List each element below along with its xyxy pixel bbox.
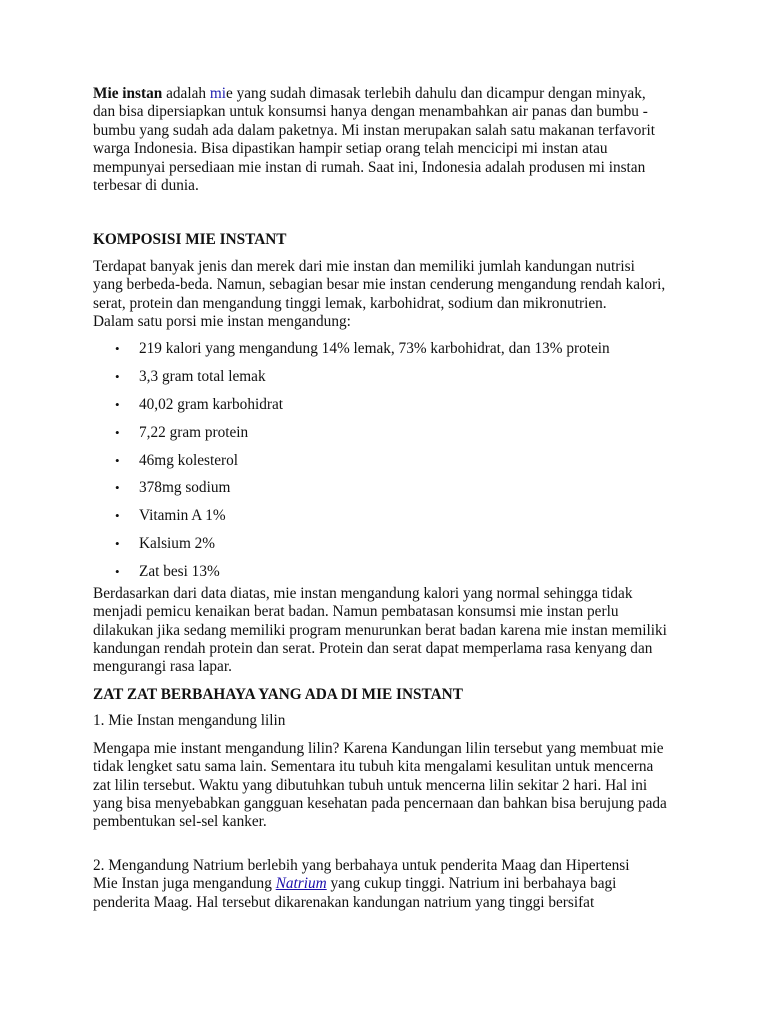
summary-line: mengurangi rasa lapar. (93, 658, 232, 676)
bullet-icon: • (115, 508, 120, 524)
bullet-icon: • (115, 397, 120, 413)
summary-paragraph (93, 585, 693, 677)
point1-title: 1. Mie Instan mengandung lilin (93, 712, 286, 730)
list-item: • 46mg kolesterol (115, 451, 238, 469)
bullet-icon: • (115, 563, 120, 579)
list-item: • 378mg sodium (115, 479, 231, 497)
point1-line: zat lilin tersebut. Waktu yang dibutuhkan tubuh untuk mencerna lilin sekitar 2 hari. Hal ini (93, 776, 648, 794)
natrium-link[interactable]: Natrium (275, 875, 327, 893)
point1-line: Mengapa mie instant mengandung lilin? Karena Kandungan lilin tersebut yang membuat mie (93, 739, 664, 757)
point1-line: tidak lengket satu sama lain. Sementara itu tubuh kita mengalami kesulitan untuk mencerna (93, 758, 654, 776)
nutrition-list (93, 340, 693, 584)
bullet-icon: • (115, 536, 120, 552)
komposisi-line: Dalam satu porsi mie instan mengandung: (93, 313, 351, 331)
list-item: • 3,3 gram total lemak (115, 368, 266, 386)
summary-line: menjadi pemicu kenaikan berat badan. Namun pembatasan konsumsi mie instan perlu (93, 603, 619, 621)
summary-line: Berdasarkan dari data diatas, mie instan mengandung kalori yang normal sehingga tidak (93, 584, 633, 602)
point2-line: penderita Maag. Hal tersebut dikarenakan kandungan natrium yang tinggi bersifat (93, 893, 595, 911)
bullet-icon: • (115, 452, 120, 468)
bullet-icon: • (115, 424, 120, 440)
list-item: • Kalsium 2% (115, 535, 216, 553)
intro-line: dan bisa dipersiapkan untuk konsumsi hanya dengan menambahkan air panas dan bumbu - (93, 103, 648, 121)
intro-mi-highlight: mi (209, 85, 226, 102)
summary-line: kandungan rendah protein dan serat. Protein dan serat dapat memperlama rasa kenyang dan (93, 640, 653, 658)
komposisi-line: Terdapat banyak jenis dan merek dari mie instan dan memiliki jumlah kandungan nutrisi (93, 257, 635, 275)
komposisi-paragraph (93, 258, 693, 332)
point2-title: 2. Mengandung Natrium berlebih yang berbahaya untuk penderita Maag dan Hipertensi (93, 856, 630, 874)
zat-heading: ZAT ZAT BERBAHAYA YANG ADA DI MIE INSTANT (93, 685, 463, 703)
intro-paragraph (93, 85, 693, 195)
intro-term: Mie instan (93, 85, 163, 102)
list-item: • Zat besi 13% (115, 562, 220, 580)
point2-line: Mie Instan juga mengandung Natrium yang cukup tinggi. Natrium ini berbahaya bagi (93, 875, 617, 893)
list-item: • 219 kalori yang mengandung 14% lemak, 73% karbohidrat, dan 13% protein (115, 340, 610, 358)
komposisi-line: yang berbeda-beda. Namun, sebagian besar mie instan cenderung mengandung rendah kalori, (93, 276, 666, 294)
list-item: • 7,22 gram protein (115, 423, 249, 441)
point1-line: pembentukan sel-sel kanker. (93, 813, 267, 831)
bullet-icon: • (115, 480, 120, 496)
bullet-icon: • (115, 369, 120, 385)
komposisi-line: serat, protein dan mengandung tinggi lemak, karbohidrat, sodium dan mikronutrien. (93, 294, 607, 312)
bullet-icon: • (115, 341, 120, 357)
document-page (93, 85, 693, 912)
komposisi-heading: KOMPOSISI MIE INSTANT (93, 231, 287, 249)
intro-line: Mie instan adalah mie yang sudah dimasak terlebih dahulu dan dicampur dengan minyak, (93, 85, 646, 102)
point2-paragraph (93, 875, 693, 912)
list-item: • Vitamin A 1% (115, 507, 226, 525)
intro-line: terbesar di dunia. (93, 177, 199, 195)
point1-paragraph (93, 740, 693, 832)
point1-line: yang bisa menyebabkan gangguan kesehatan pada pencernaan dan bahkan bisa berujung pada (93, 794, 667, 812)
list-item: • 40,02 gram karbohidrat (115, 396, 284, 414)
intro-line: mempunyai persediaan mie instan di rumah. Saat ini, Indonesia adalah produsen mi instan (93, 158, 646, 176)
intro-line: warga Indonesia. Bisa dipastikan hampir setiap orang telah mencicipi mi instan atau (93, 140, 608, 158)
summary-line: dilakukan jika sedang memiliki program menurunkan berat badan karena mie instan memiliki (93, 621, 667, 639)
intro-line: bumbu yang sudah ada dalam paketnya. Mi instan merupakan salah satu makanan terfavorit (93, 121, 655, 139)
